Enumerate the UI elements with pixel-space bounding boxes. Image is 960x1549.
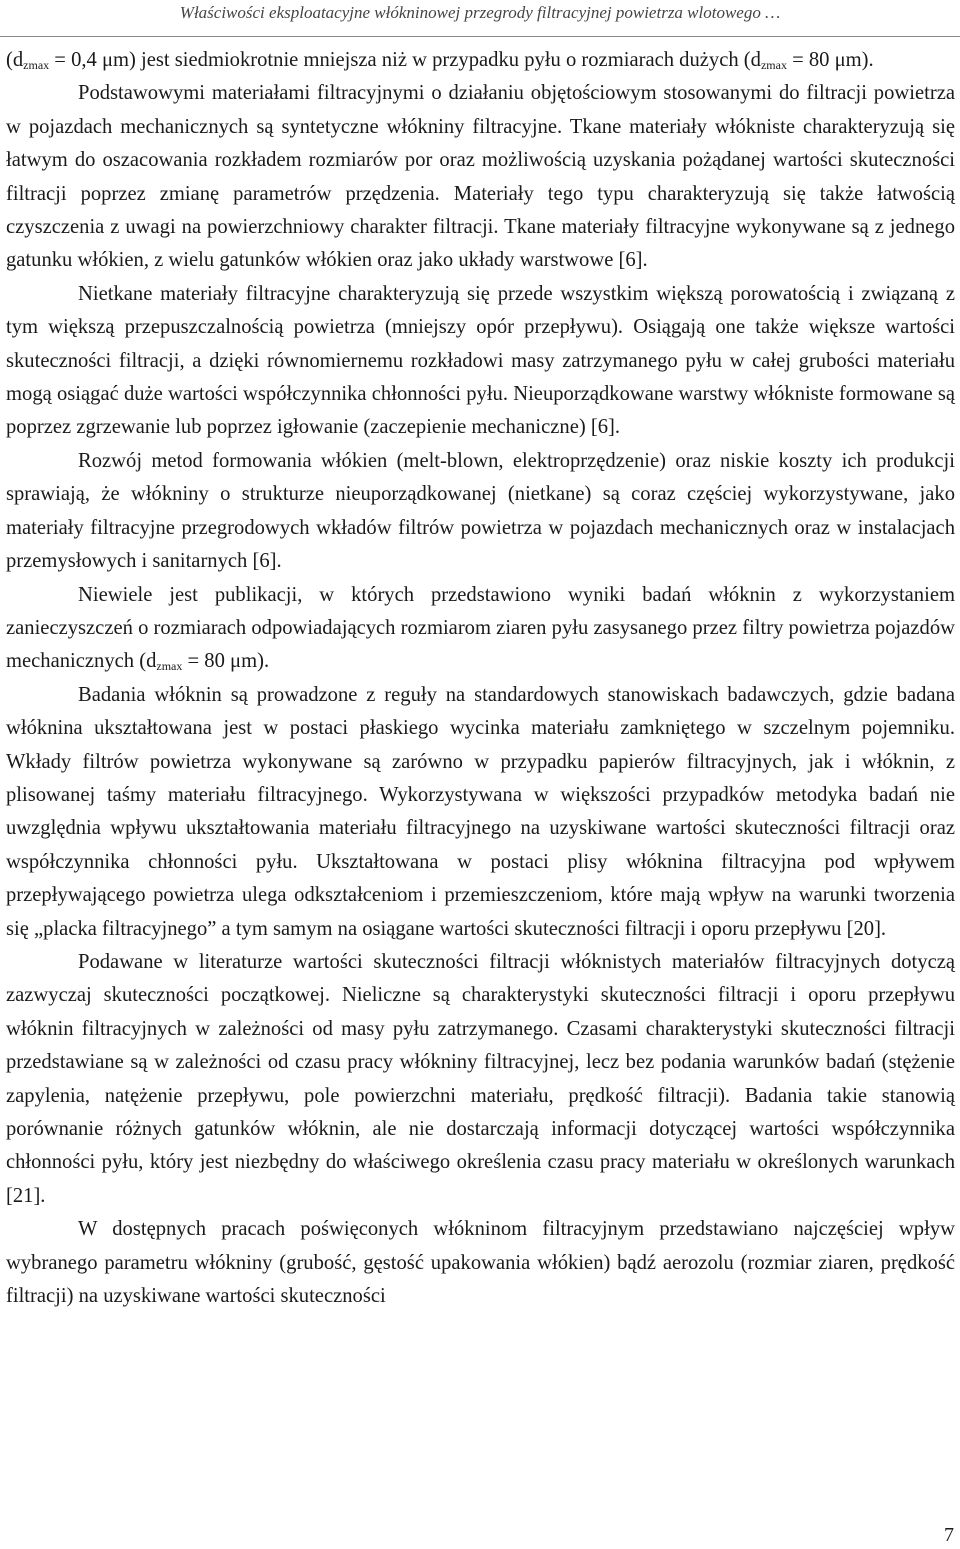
text-run: = 80 μm). [182, 650, 270, 673]
subscript-zmax: zmax [23, 58, 50, 72]
paragraph-badania-wloknin: Badania włóknin są prowadzone z reguły na standardowych stanowiskach badawczych, gdzie badana włóknina ukształtowana jest w postaci płaskiego wycinka materiału zamkniętego w szczelnym pojemniku. Wkłady filtrów powietrza wykonywane są zarówno w przypadku papierów filtracyjnych, jak i włóknin, z plisowanej taśmy materiału filtracyjnego. Wykorzystywana w większości przypadków metodyka badań nie uwzględnia wpływu ukształtowania materiału filtracyjnego na uzyskiwane wartości skuteczności filtracji oraz współczynnika chłonności pyłu. Ukształtowana w postaci plisy włóknina filtracyjna pod wpływem przepływającego powietrza ulega odkształceniom i przemieszczeniom, które mają wpływ na warunki tworzenia się „placka filtracyjnego” a tym samym na osiągane wartości skuteczności filtracji i oporu przepływu [20]. [6, 683, 955, 940]
text-run: = 0,4 μm) jest siedmiokrotnie mniejsza niż w przypadku pyłu o rozmiarach dużych (d [49, 49, 761, 71]
subscript-zmax: zmax [760, 58, 787, 72]
text-run: (d [6, 49, 24, 71]
text-run: Niewiele jest publikacji, w których przedstawiono wyniki badań włóknin z wykorzystaniem zanieczyszczeń o rozmiarach odpowiadających rozmiarom ziaren pyłu zasysanego przez filtry powietrza pojazdów mechanicznych (d [6, 583, 955, 673]
paragraph-podawane-w-literaturze: Podawane w literaturze wartości skuteczności filtracji włóknistych materiałów filtracyjnych dotyczą zazwyczaj skuteczności początkowej. Nieliczne są charakterystyki skuteczności filtracji i oporu przepływu włóknin filtracyjnych w zależności od masy pyłu zatrzymanego. Czasami charakterystyki skuteczności filtracji przedstawiane są w zależności od czasu pracy włókniny filtracyjnej, lecz bez podania warunków badań (stężenie zapylenia, natężenie przepływu, pole powierzchni materiału, prędkość filtracji). Badania takie stanowią porównanie różnych gatunków włóknin, ale nie dostarczają informacji dotyczącej wartości współczynnika chłonności pyłu, który jest niezbędny do właściwego określenia czasu pracy materiału w określonych warunkach [21]. [6, 950, 955, 1207]
paragraph-nietkane-materialy: Nietkane materiały filtracyjne charakteryzują się przede wszystkim większą porowatością i związaną z tym większą przepuszczalnością powietrza (mniejszy opór przepływu). Osiągają one także większe wartości skuteczności filtracji, a dzięki równomiernemu rozkładowi masy zatrzymanego pyłu w całej grubości materiału mogą osiągać duże wartości współczynnika chłonności pyłu. Nieuporządkowane warstwy włókniste formowane są poprzez zgrzewanie lub poprzez igłowanie (zaczepienie mechaniczne) [6]. [6, 282, 955, 439]
page-number: 7 [944, 1524, 954, 1546]
paragraph-tkane-materialy: Podstawowymi materiałami filtracyjnymi o działaniu objętościowym stosowanymi do filtracji powietrza w pojazdach mechanicznych są syntetyczne włókniny filtracyjne. Tkane materiały włókniste charakteryzują się łatwym do oszacowania rozkładem rozmiarów por oraz możliwością uzyskania pożądanej wartości skuteczności filtracji poprzez zmianę parametrów przędzenia. Materiały tego typu charakteryzują się także łatwością czyszczenia z uwagi na powierzchniowy charakter filtracji. Tkane materiały filtracyjne wykonywane są z jednego gatunku włókien, z wielu gatunków włókien oraz jako układy warstwowe [6]. [6, 82, 955, 272]
text-run: = 80 μm). [786, 49, 874, 71]
subscript-zmax: zmax [156, 659, 183, 674]
running-header-title: Właściwości eksploatacyjne włókninowej przegrody filtracyjnej powietrza wlotowego … [179, 3, 781, 22]
paragraph-w-dostepnych-pracach: W dostępnych pracach poświęconych włókninom filtracyjnym przedstawiano najczęściej wpływ wybranego parametru włókniny (grubość, gęstość upakowania włókien) bądź aerozolu (rozmiar ziaren, prędkość filtracji) na uzyskiwane wartości skuteczności [6, 1218, 955, 1308]
running-header [0, 0, 960, 37]
body-text [6, 44, 955, 1313]
paragraph-continuation [6, 44, 955, 77]
paragraph-niewiele-publikacji [6, 579, 955, 679]
paragraph-rozwoj-metod: Rozwój metod formowania włókien (melt-blown, elektroprzędzenie) oraz niskie koszty ich produkcji sprawiają, że włókniny o strukturze nieuporządkowanej (nietkane) są coraz częściej wykorzystywane, jako materiały filtracyjne przegrodowych wkładów filtrów powietrza w pojazdach mechanicznych oraz w instalacjach przemysłowych i sanitarnych [6]. [6, 449, 955, 573]
